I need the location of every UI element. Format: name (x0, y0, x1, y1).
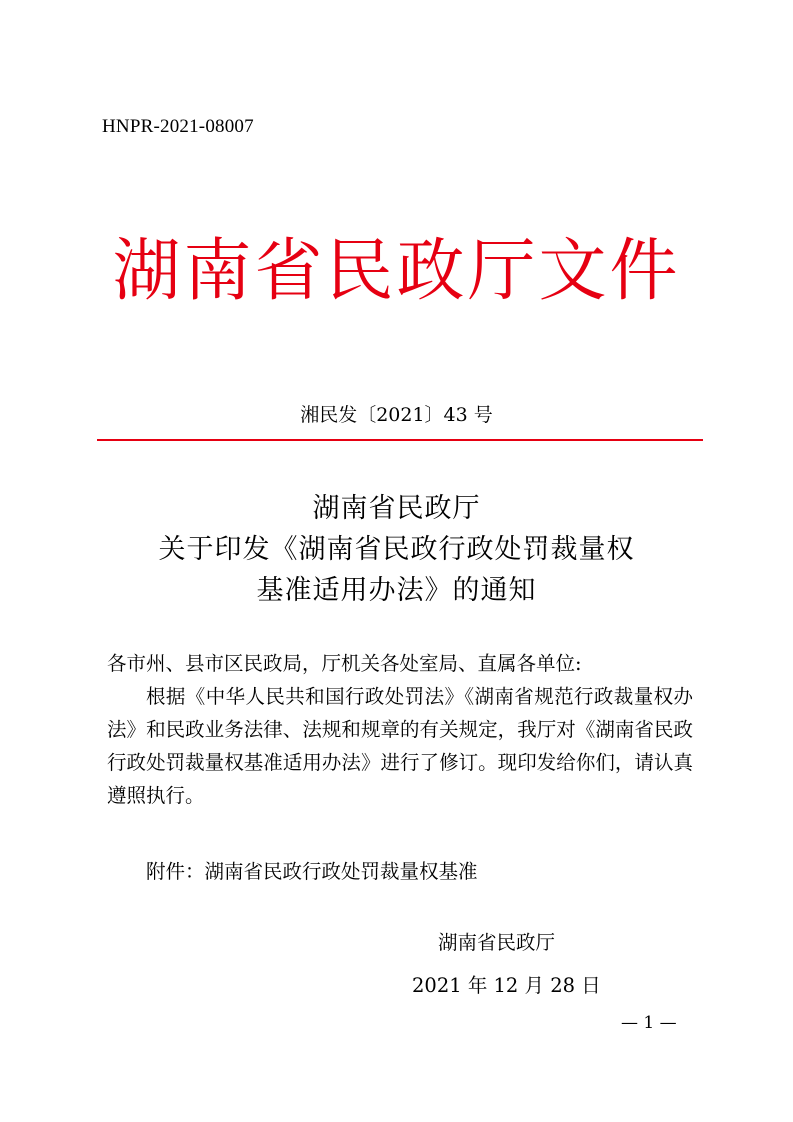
red-divider (97, 439, 703, 441)
attachment-line: 附件：湖南省民政行政处罚裁量权基准 (146, 860, 478, 883)
title-line: 湖南省民政厅 (312, 493, 481, 524)
notice-title (0, 488, 793, 611)
document-code: HNPR-2021-08007 (102, 116, 254, 137)
issue-date: 2021 年 12 月 28 日 (412, 974, 601, 997)
body-paragraph: 根据《中华人民共和国行政处罚法》《湖南省规范行政裁量权办法》和民政业务法律、法规和规章的有关规定，我厅对《湖南省民政行政处罚裁量权基准适用办法》进行了修订。现印发给你们，请认真遵照执行。 (107, 685, 693, 807)
page-number: — 1 — (621, 1013, 677, 1033)
masthead-title: 湖南省民政厅文件 (112, 232, 681, 311)
title-line: 关于印发《湖南省民政行政处罚裁量权 (158, 534, 635, 565)
title-line: 基准适用办法》的通知 (256, 575, 537, 606)
issuer-signature: 湖南省民政厅 (438, 931, 556, 954)
salutation: 各市州、县市区民政局，厅机关各处室局、直属各单位: (107, 652, 582, 675)
issue-number: 湘民发〔2021〕43 号 (300, 404, 493, 426)
